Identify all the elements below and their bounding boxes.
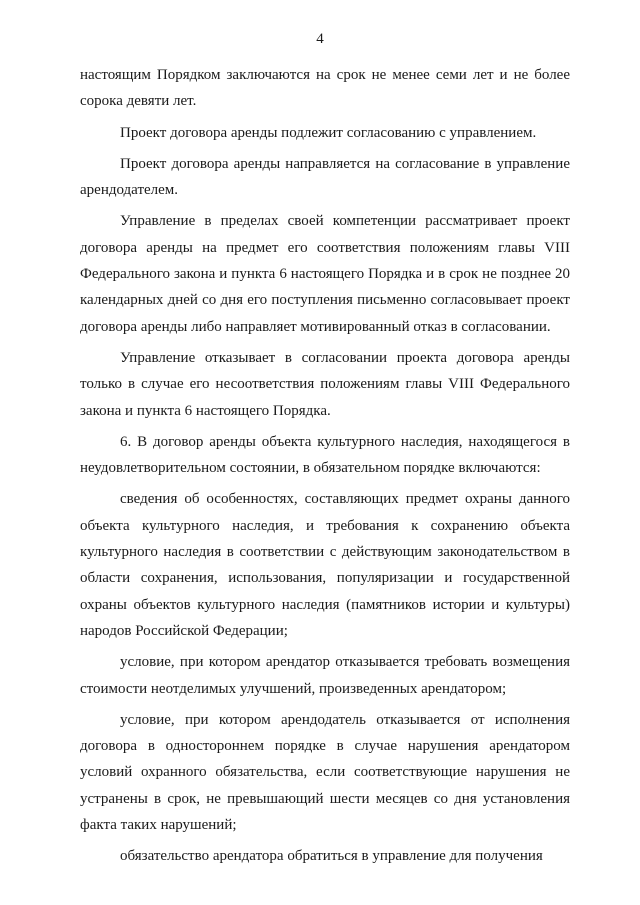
document-body bbox=[80, 62, 570, 870]
paragraph-tenant-obligation: обязательство арендатора обратиться в управление для получения bbox=[120, 848, 543, 865]
paragraph-protection-info: сведения об особенностях, составляющих предмет охраны данного объекта культурного наследия, и требования к сохранению объекта культурного наследия в соответствии с действующим законодательством в области сохранения, использования, популяризации и государственной охраны объектов культурного наследия (памятников истории и культуры) народов Российской Федерации; bbox=[80, 491, 570, 639]
paragraph-refusal-grounds: Управление отказывает в согласовании проекта договора аренды только в случае его несоответствия положениям главы VIII Федерального закона и пункта 6 настоящего Порядка. bbox=[80, 349, 570, 419]
page-number: 4 bbox=[316, 31, 324, 47]
paragraph-approval-required: Проект договора аренды подлежит согласованию с управлением. bbox=[120, 124, 537, 141]
paragraph-submission: Проект договора аренды направляется на согласование в управление арендодателем. bbox=[80, 155, 570, 199]
paragraph-review-procedure: Управление в пределах своей компетенции рассматривает проект договора аренды на предмет его соответствия положениям главы VIII Федерального закона и пункта 6 настоящего Порядка и в срок не позднее 20 календарных дней со дня его поступления письменно согласовывает проект договора аренды либо направляет мотивированный отказ в согласовании. bbox=[80, 213, 570, 335]
paragraph-tenant-condition: условие, при котором арендатор отказывается требовать возмещения стоимости неотделимых улучшений, произведенных арендатором; bbox=[80, 654, 570, 697]
paragraph-clause-6: 6. В договор аренды объекта культурного наследия, находящегося в неудовлетворительном состоянии, в обязательном порядке включаются: bbox=[80, 433, 570, 477]
paragraph-landlord-condition: условие, при котором арендодатель отказывается от исполнения договора в одностороннем порядке в случае нарушения арендатором условий охранного обязательства, если соответствующие нарушения не устранены в срок, не превышающий шести месяцев со дня установления факта таких нарушений; bbox=[80, 711, 570, 834]
paragraph-term-continuation: настоящим Порядком заключаются на срок не менее семи лет и не более сорока девяти лет. bbox=[80, 67, 570, 110]
